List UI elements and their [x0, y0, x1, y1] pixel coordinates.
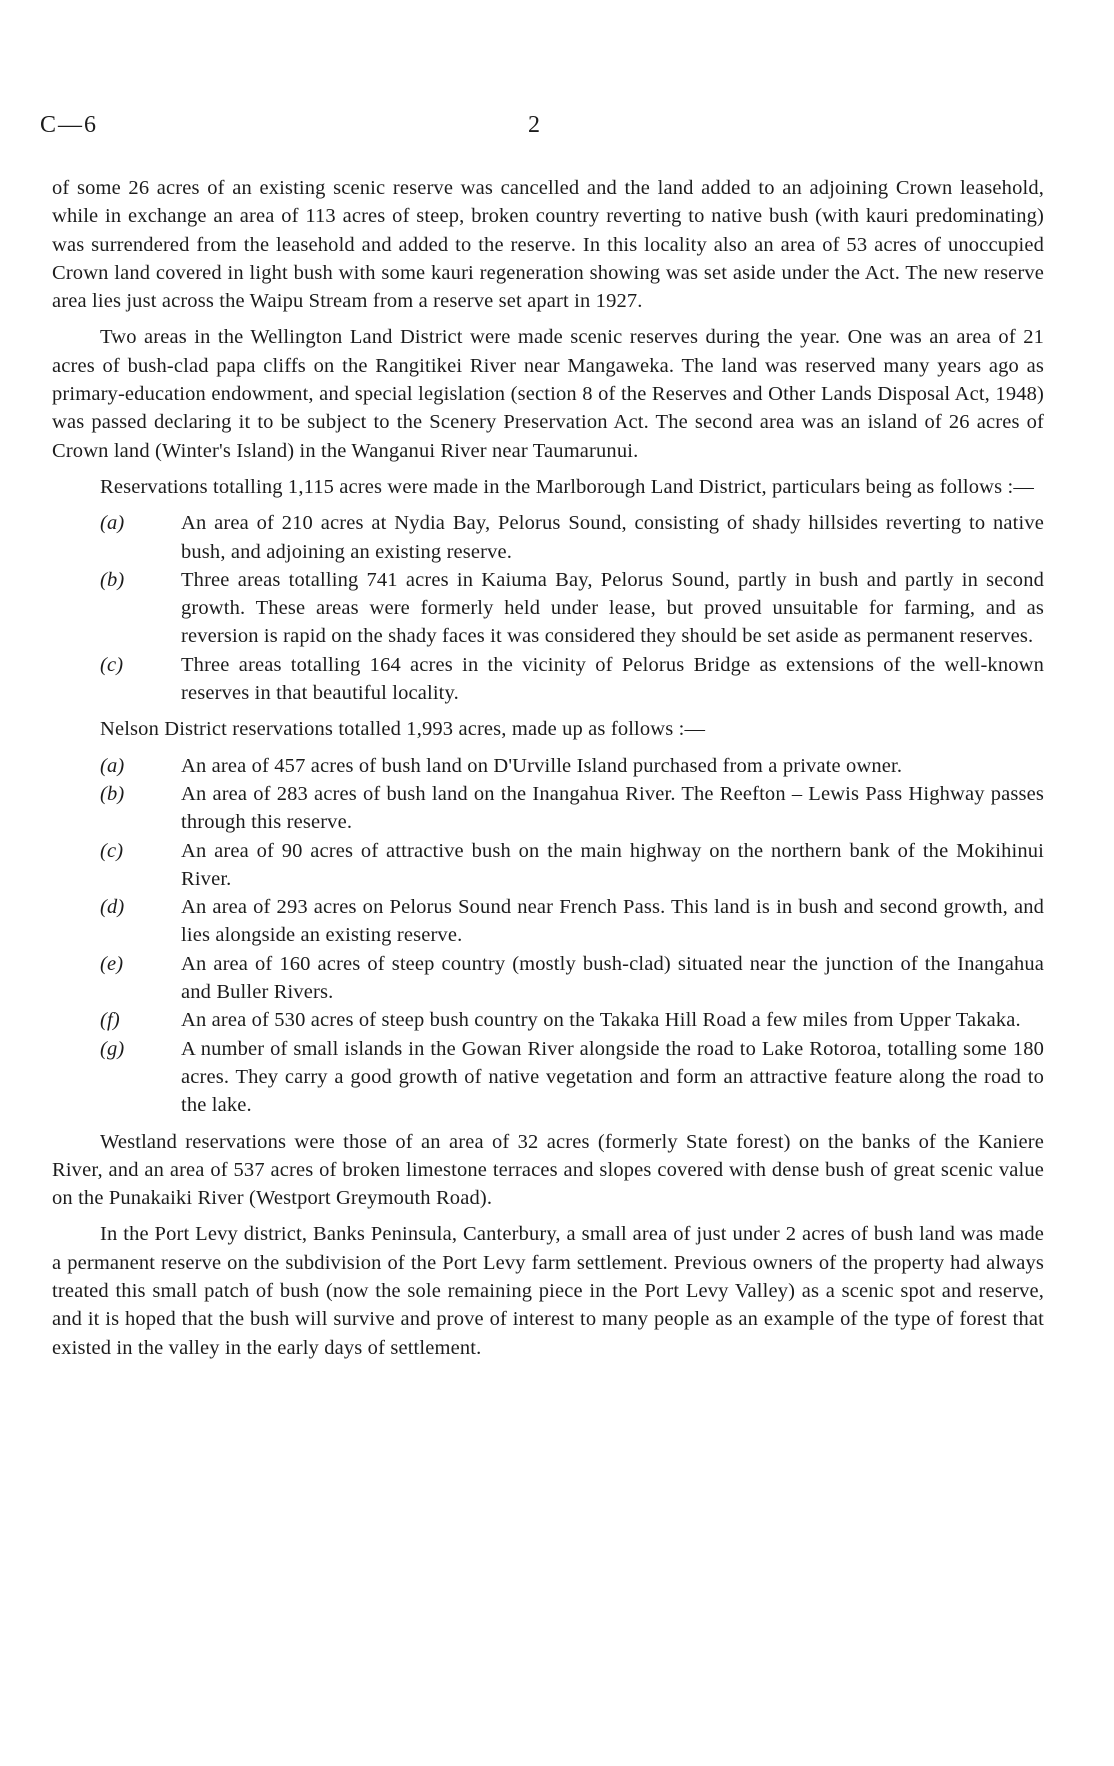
list-item [52, 950, 1044, 1007]
marlborough-list [52, 509, 1044, 707]
paragraph-marlborough-intro: Reservations totalling 1,115 acres were made in the Marlborough Land District, particulars being as follows :— [100, 475, 1035, 498]
page-number: 2 [528, 112, 540, 138]
list-item [52, 752, 1044, 780]
list-item [52, 509, 1044, 566]
list-marker: (f) [100, 1009, 120, 1032]
list-item [52, 1035, 1044, 1120]
list-marker: (e) [100, 952, 124, 975]
list-item-text: An area of 210 acres at Nydia Bay, Pelorus Sound, consisting of shady hillsides reverting to native bush, and adjoining an existing reserve. [181, 512, 1044, 563]
list-item-text: An area of 90 acres of attractive bush on the main highway on the northern bank of the Mokihinui River. [181, 839, 1044, 890]
list-marker: (c) [100, 839, 124, 862]
list-item-text: An area of 530 acres of steep bush country on the Takaka Hill Road a few miles from Upper Takaka. [181, 1009, 1021, 1032]
list-marker: (c) [100, 653, 124, 676]
paragraph-wellington: Two areas in the Wellington Land District were made scenic reserves during the year. One was an area of 21 acres of bush-clad papa cliffs on the Rangitikei River near Mangaweka. The land was reserved many years ago as primary-education endowment, and special legislation (section 8 of the Reserves and Other Lands Disposal Act, 1948) was passed declaring it to be subject to the Scenery Preservation Act. The second area was an island of 26 acres of Crown land (Winter's Island) in the Wanganui River near Taumarunui. [52, 326, 1044, 462]
list-marker: (b) [100, 568, 125, 591]
list-item [52, 837, 1044, 894]
list-item [52, 1006, 1044, 1034]
list-item-text: Three areas totalling 741 acres in Kaiuma Bay, Pelorus Sound, partly in bush and partly in second growth. These areas were formerly held under lease, but proved unsuitable for farming, and as reversion is rapid on the shady faces it was considered they should be set aside as permanent reserves. [181, 568, 1044, 648]
document-reference: C—6 [40, 112, 99, 138]
list-item [52, 651, 1044, 708]
paragraph-nelson-intro: Nelson District reservations totalled 1,993 acres, made up as follows :— [100, 718, 706, 741]
list-item [52, 566, 1044, 651]
list-marker: (d) [100, 896, 125, 919]
list-marker: (a) [100, 512, 125, 535]
paragraph-auckland-continuation: of some 26 acres of an existing scenic reserve was cancelled and the land added to an adjoining Crown leasehold, while in exchange an area of 113 acres of steep, broken country reverting to native bush (with kauri predominating) was surrendered from the leasehold and added to the reserve. In this locality also an area of 53 acres of unoccupied Crown land covered in light bush with some kauri regeneration showing was set aside under the Act. The new reserve area lies just across the Waipu Stream from a reserve set apart in 1927. [52, 177, 1044, 313]
paragraph-port-levy: In the Port Levy district, Banks Peninsula, Canterbury, a small area of just under 2 acres of bush land was made a permanent reserve on the subdivision of the Port Levy farm settlement. Previous owners of the property had always treated this small patch of bush (now the sole remaining piece in the Port Levy Valley) as a scenic spot and reserve, and it is hoped that the bush will survive and prove of interest to many people as an example of the type of forest that existed in the valley in the early days of settlement. [52, 1223, 1044, 1359]
list-item-text: A number of small islands in the Gowan River alongside the road to Lake Rotoroa, totalling some 180 acres. They carry a good growth of native vegetation and form an attractive feature along the road to the lake. [181, 1037, 1044, 1117]
list-item-text: Three areas totalling 164 acres in the vicinity of Pelorus Bridge as extensions of the well-known reserves in that beautiful locality. [181, 653, 1044, 705]
paragraph-westland: Westland reservations were those of an area of 32 acres (formerly State forest) on the banks of the Kaniere River, and an area of 537 acres of broken limestone terraces and slopes covered with dense bush of great scenic value on the Punakaiki River (Westport Greymouth Road). [52, 1130, 1044, 1210]
list-item-text: An area of 293 acres on Pelorus Sound near French Pass. This land is in bush and second growth, and lies alongside an existing reserve. [181, 896, 1044, 947]
list-marker: (a) [100, 754, 125, 777]
nelson-list [52, 752, 1044, 1120]
list-item [52, 780, 1044, 837]
list-item-text: An area of 283 acres of bush land on the Inangahua River. The Reefton – Lewis Pass Highway passes through this reserve. [181, 782, 1044, 834]
list-marker: (b) [100, 782, 125, 805]
list-marker: (g) [100, 1037, 125, 1060]
list-item-text: An area of 457 acres of bush land on D'Urville Island purchased from a private owner. [181, 754, 903, 777]
list-item [52, 893, 1044, 950]
document-body [52, 174, 1044, 1370]
list-item-text: An area of 160 acres of steep country (mostly bush-clad) situated near the junction of the Inangahua and Buller Rivers. [181, 952, 1044, 1004]
